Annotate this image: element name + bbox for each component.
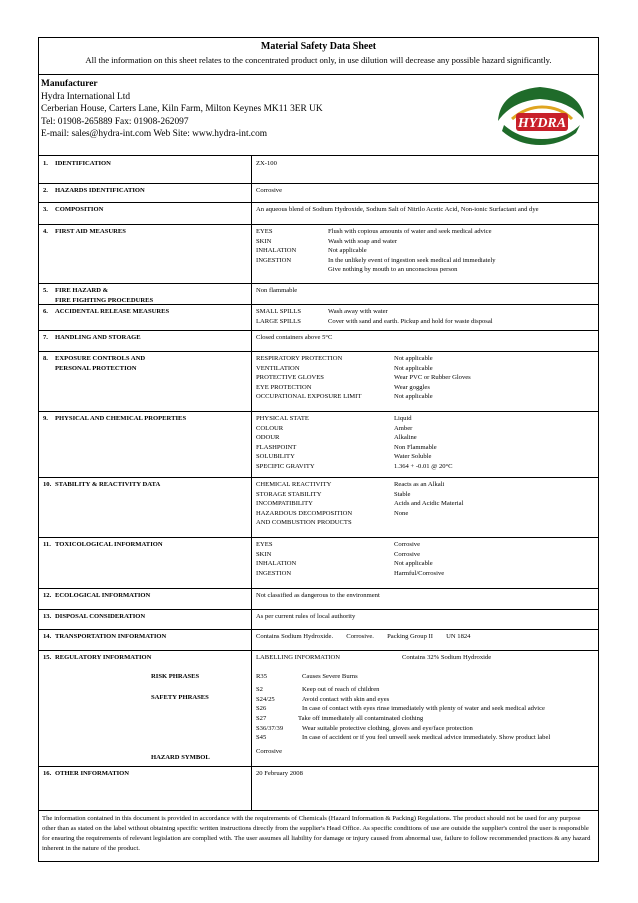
section-12: 12. ECOLOGICAL INFORMATION Not classified as dangerous to the environment <box>39 588 598 610</box>
manufacturer-phone: Tel: 01908-265889 Fax: 01908-262097 <box>41 116 189 127</box>
manufacturer-block <box>38 74 599 156</box>
risk-phrases-label: RISK PHRASES <box>151 673 200 680</box>
sections-table <box>38 155 599 811</box>
manufacturer-contact: E-mail: sales@hydra-int.com Web Site: www.hydra-int.com <box>41 129 268 140</box>
document-header <box>38 37 599 75</box>
section-13: 13. DISPOSAL CONSIDERATION As per current rules of local authority <box>39 609 598 630</box>
manufacturer-address: Cerberian House, Carters Lane, Kiln Farm, Milton Keynes MK11 3ER UK <box>41 104 323 115</box>
manufacturer-name: Hydra International Ltd <box>41 91 131 102</box>
disclaimer <box>38 810 599 862</box>
section-10: 10. STABILITY & REACTIVITY DATA CHEMICAL REACTIVITY Reacts as an Alkali STORAGE STABILITY Stable INCOMPATIBILITY Acids and Acidic Material HAZARDOUS DECOMPOSITION None AND COMBUSTION PRODUCTS <box>39 477 598 538</box>
logo-text: HYDRA <box>517 116 567 131</box>
manufacturer-heading: Manufacturer <box>41 79 98 89</box>
hazard-symbol-label: HAZARD SYMBOL <box>151 754 210 761</box>
section-8: 8. EXPOSURE CONTROLS AND PERSONAL PROTECTION RESPIRATORY PROTECTION Not applicable VENTILATION Not applicable PROTECTIVE GLOVES Wear PVC or Rubber Gloves EYE PROTECTION Wear goggles OCCUPATIONAL EXPOSURE LIMIT Not applicable <box>39 351 598 412</box>
section-11: 11. TOXICOLOGICAL INFORMATION EYES Corrosive SKIN Corrosive INHALATION Not applicable INGESTION Harmful/Corrosive <box>39 537 598 589</box>
section-14: 14. TRANSPORTATION INFORMATION Contains Sodium Hydroxide. Corrosive. Packing Group II UN 1824 <box>39 629 598 651</box>
hydra-logo <box>490 81 592 147</box>
section-1: 1. IDENTIFICATION ZX-100 <box>39 156 598 184</box>
section-9: 9. PHYSICAL AND CHEMICAL PROPERTIES PHYSICAL STATE Liquid COLOUR Amber ODOUR Alkaline FLASHPOINT Non Flammable SOLUBILITY Water Soluble SPECIFIC GRAVITY 1.364 + -0.01 @ 20°C <box>39 411 598 478</box>
section-15: 15. REGULATORY INFORMATION RISK PHRASES SAFETY PHRASES HAZARD SYMBOL LABELLING INFORMATION Contains 32% Sodium Hydroxide R35 Causes Severe Burns S2 Keep out of reach of children S24/25 Avoid contact with skin and eyes S26 In case of contact with eyes rinse immediately with plenty of water and seek medical advice S27 Take off immediately all contaminated clothing S36/37/39 Wear suitable protective clothing, gloves and eye/face protection S45 In case of accident or if you feel unwell seek medical advice immediately. Show product label Corrosive <box>39 650 598 767</box>
section-2: 2. HAZARDS IDENTIFICATION Corrosive <box>39 183 598 203</box>
section-4: 4. FIRST AID MEASURES EYES Flush with copious amounts of water and seek medical advice SKIN Wash with soap and water INHALATION Not applicable INGESTION In the unlikely event of ingestion seek medical aid immediately Give nothing by mouth to an unconscious person <box>39 224 598 284</box>
section-16: 16. OTHER INFORMATION 20 February 2008 <box>43 770 303 777</box>
safety-phrases-label: SAFETY PHRASES <box>151 694 209 701</box>
section-7: 7. HANDLING AND STORAGE Closed containers above 5°C <box>39 330 598 352</box>
section-5: 5. FIRE HAZARD & FIRE FIGHTING PROCEDURES Non flammable <box>39 283 598 305</box>
section-6: 6. ACCIDENTAL RELEASE MEASURES SMALL SPILLS Wash away with water LARGE SPILLS Cover with sand and earth. Pickup and hold for waste disposal <box>39 304 598 331</box>
document-title: Material Safety Data Sheet <box>260 41 377 52</box>
document-subtitle: All the information on this sheet relates to the concentrated product only, in use dilution will decrease any possible hazard significantly. <box>85 55 552 65</box>
disclaimer-text: The information contained in this document is provided in accordance with the requirements of Chemicals (Hazard Information & Packing) Regulations. The product should not be used for any purpose other than as stated on the label without obtaining specific written instructions directly from the supplier's Head Office. As specific conditions of use are outside the supplier's control the user is responsible for ensuring the requirements of relevant legislation are complied with. The user assumes all liability for damage or injury caused from abnormal use, failure to follow recommended practices & any hazard inherent in the nature of the product. <box>42 815 591 852</box>
section-3: 3. COMPOSITION An aqueous blend of Sodium Hydroxide, Sodium Salt of Nitrilo Acetic Acid, Non-ionic Surfactant and dye <box>39 202 598 225</box>
